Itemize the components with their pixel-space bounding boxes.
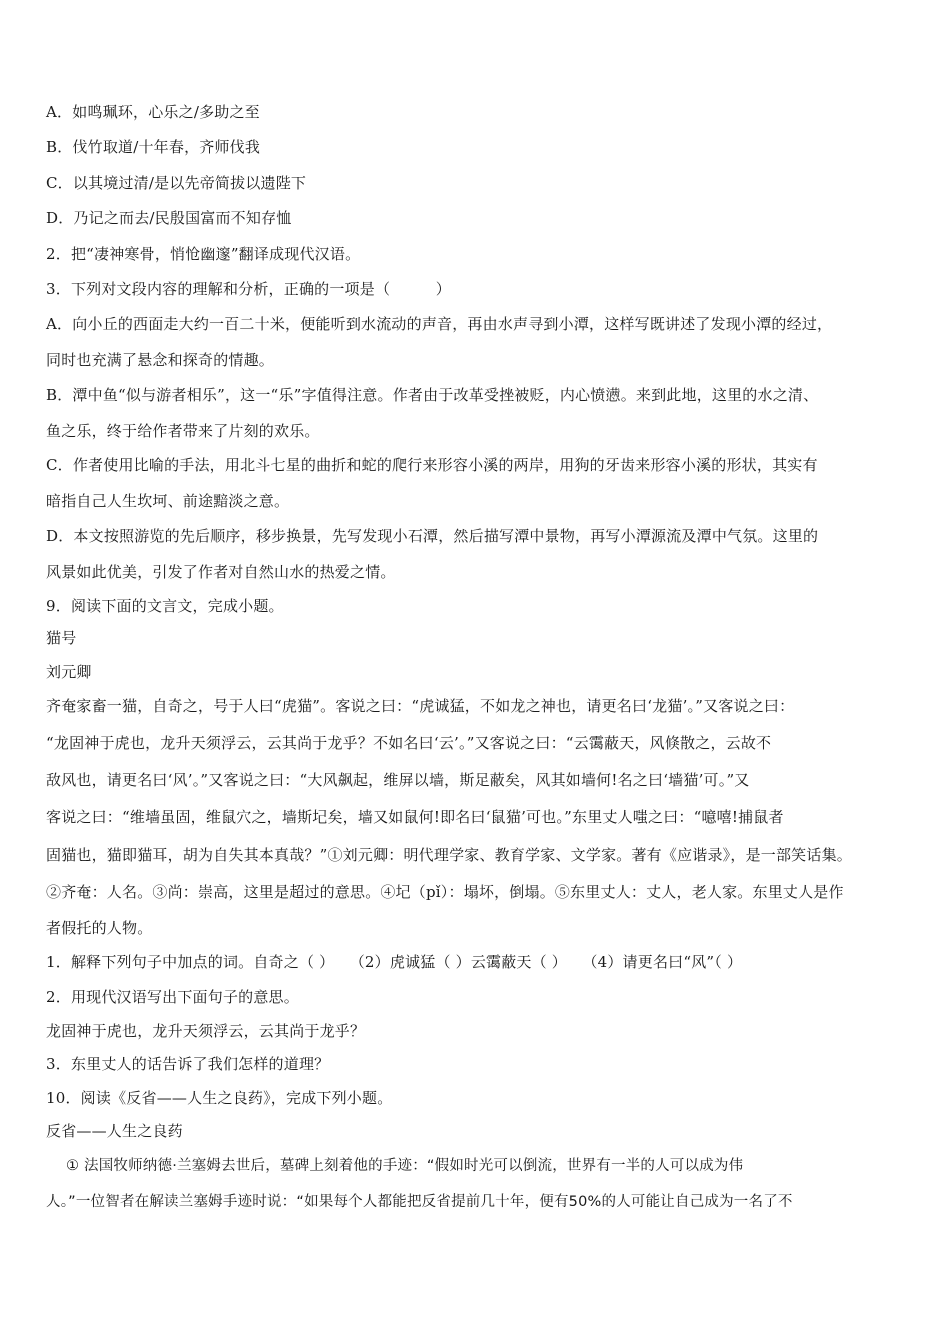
text-line: “龙固神于虎也，龙升天须浮云，云其尚于龙乎？不如名曰‘云’。”又客说之曰：“云霭蔽天，风倏散之，云故不 <box>46 734 772 752</box>
text-line: 敌风也，请更名曰‘风’。”又客说之曰：“大风飙起，维屏以墙，斯足蔽矣，风其如墙何!名之曰‘墙猫’可。”又 <box>46 771 750 789</box>
text-line: 者假托的人物。 <box>46 919 153 937</box>
text-line: 鱼之乐，终于给作者带来了片刻的欢乐。 <box>46 422 320 440</box>
text-line: 同时也充满了悬念和探奇的情趣。 <box>46 351 275 369</box>
text-line: B．伐竹取道/十年春，齐师伐我 <box>46 138 261 156</box>
text-line: 2．把“凄神寒骨，悄怆幽邃”翻译成现代汉语。 <box>46 245 361 263</box>
text-line: 1．解释下列句子中加点的词。自奇之（ ） （2）虎诚猛（ ）云霭蔽天（ ） （4）请更名曰“风”（ ） <box>46 953 743 971</box>
text-line: 3．下列对文段内容的理解和分析，正确的一项是（ ） <box>46 280 451 298</box>
text-line: 10．阅读《反省——人生之良药》，完成下列小题。 <box>46 1089 393 1107</box>
essay-paragraph-1-line-1: ① 法国牧师纳德·兰塞姆去世后，墓碑上刻着他的手迹：“假如时光可以倒流，世界有一半的人可以成为伟 <box>66 1158 744 1174</box>
text-line: A．向小丘的西面走大约一百二十米，便能听到水流动的声音，再由水声寻到小潭，这样写既讲述了发现小潭的经过， <box>46 315 833 333</box>
text-line: C．作者使用比喻的手法，用北斗七星的曲折和蛇的爬行来形容小溪的两岸，用狗的牙齿来形容小溪的形状，其实有 <box>46 456 818 474</box>
text-line: 猫号 <box>46 629 77 647</box>
text-line: C．以其境过清/是以先帝简拔以遗陛下 <box>46 174 307 192</box>
text-line: A．如鸣珮环，心乐之/多助之至 <box>46 103 260 121</box>
text-line: 3．东里丈人的话告诉了我们怎样的道理？ <box>46 1055 330 1073</box>
text-line: ②齐奄：人名。③尚：崇高，这里是超过的意思。④圮（pǐ）：塌坏，倒塌。⑤东里丈人：丈人，老人家。东里丈人是作 <box>46 883 844 901</box>
text-line: 客说之曰：“维墙虽固，维鼠穴之，墙斯圮矣，墙又如鼠何!即名曰‘鼠猫’可也。”东里丈人嗤之曰：“噫嘻!捕鼠者 <box>46 808 784 826</box>
text-line: 刘元卿 <box>46 663 92 681</box>
text-line: 暗指自己人生坎坷、前途黯淡之意。 <box>46 492 290 510</box>
text-line: 齐奄家畜一猫，自奇之，号于人曰“虎猫”。客说之曰：“虎诚猛，不如龙之神也，请更名曰‘龙猫’。”又客说之曰： <box>46 697 795 715</box>
text-line: 龙固神于虎也，龙升天须浮云，云其尚于龙乎？ <box>46 1022 366 1040</box>
text-line: B．潭中鱼“似与游者相乐”，这一“乐”字值得注意。作者由于改革受挫被贬，内心愤懑。来到此地，这里的水之清、 <box>46 386 819 404</box>
text-line: 9．阅读下面的文言文，完成小题。 <box>46 597 284 615</box>
text-line: D．乃记之而去/民殷国富而不知存恤 <box>46 209 292 227</box>
text-line: D．本文按照游览的先后顺序，移步换景，先写发现小石潭，然后描写潭中景物，再写小潭源流及潭中气氛。这里的 <box>46 527 819 545</box>
text-line: 风景如此优美，引发了作者对自然山水的热爱之情。 <box>46 563 396 581</box>
essay-paragraph-1-line-2: 人。”一位智者在解读兰塞姆手迹时说：“如果每个人都能把反省提前几十年，便有50%的人可能让自己成为一名了不 <box>46 1194 793 1210</box>
text-line: 反省——人生之良药 <box>46 1122 183 1140</box>
text-line: 2．用现代汉语写出下面句子的意思。 <box>46 988 299 1006</box>
text-line: 固猫也，猫即猫耳，胡为自失其本真哉？”①刘元卿：明代理学家、教育学家、文学家。著有《应谐录》，是一部笑话集。 <box>46 846 852 864</box>
